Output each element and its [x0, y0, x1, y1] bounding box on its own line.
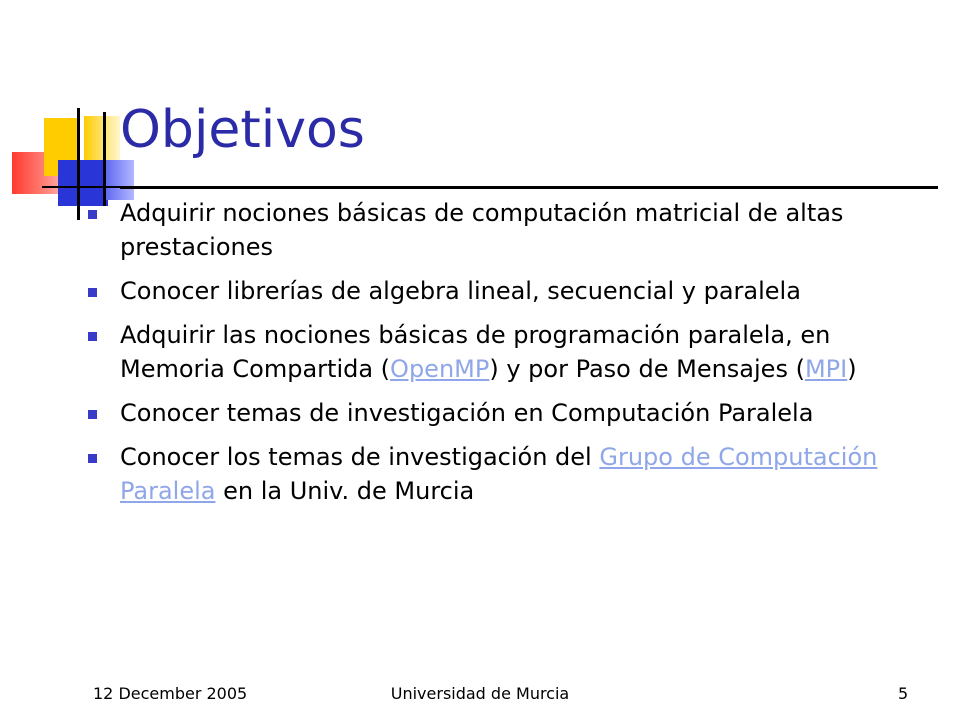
- bullet-square-icon: [88, 332, 97, 341]
- link-openmp[interactable]: OpenMP: [390, 355, 490, 383]
- bullet-square-icon: [88, 288, 97, 297]
- bullet-text: Adquirir nociones básicas de computación matricial de altas prestaciones: [120, 199, 844, 261]
- bullet-item: [0, 396, 960, 430]
- footer-date: 12 December 2005: [93, 684, 248, 703]
- bullet-item: [0, 196, 960, 264]
- bullet-text: Conocer librerías de algebra lineal, secuencial y paralela: [120, 277, 801, 305]
- bullet-square-icon: [88, 454, 97, 463]
- footer-organization: Universidad de Murcia: [390, 684, 570, 703]
- link-grupo-de-computaci-n-paralela[interactable]: Grupo de Computación Paralela: [120, 443, 878, 505]
- footer-page-number: 5: [898, 684, 909, 703]
- bullet-text: en la Univ. de Murcia: [215, 477, 475, 505]
- bullet-item: [0, 318, 960, 386]
- horizontal-line-decoration: [42, 186, 128, 188]
- vertical-line-decoration-2: [103, 112, 106, 206]
- bullet-text: ): [847, 355, 857, 383]
- bullet-item: [0, 274, 960, 308]
- yellow-gradient-square-decoration: [84, 116, 120, 160]
- link-mpi[interactable]: MPI: [804, 355, 848, 383]
- bullet-item: [0, 440, 960, 508]
- bullet-text: Conocer temas de investigación en Computación Paralela: [120, 399, 814, 427]
- bullet-list: [0, 196, 960, 518]
- title-underline: [120, 186, 938, 189]
- slide-title: Objetivos: [120, 100, 365, 160]
- bullet-square-icon: [88, 410, 97, 419]
- bullet-text: Adquirir las nociones básicas de programación paralela, en Memoria Compartida (: [120, 321, 831, 383]
- light-blue-square-decoration: [104, 160, 134, 200]
- bullet-text: ) y por Paso de Mensajes (: [489, 355, 805, 383]
- bullet-square-icon: [88, 210, 97, 219]
- bullet-text: Conocer los temas de investigación del: [120, 443, 600, 471]
